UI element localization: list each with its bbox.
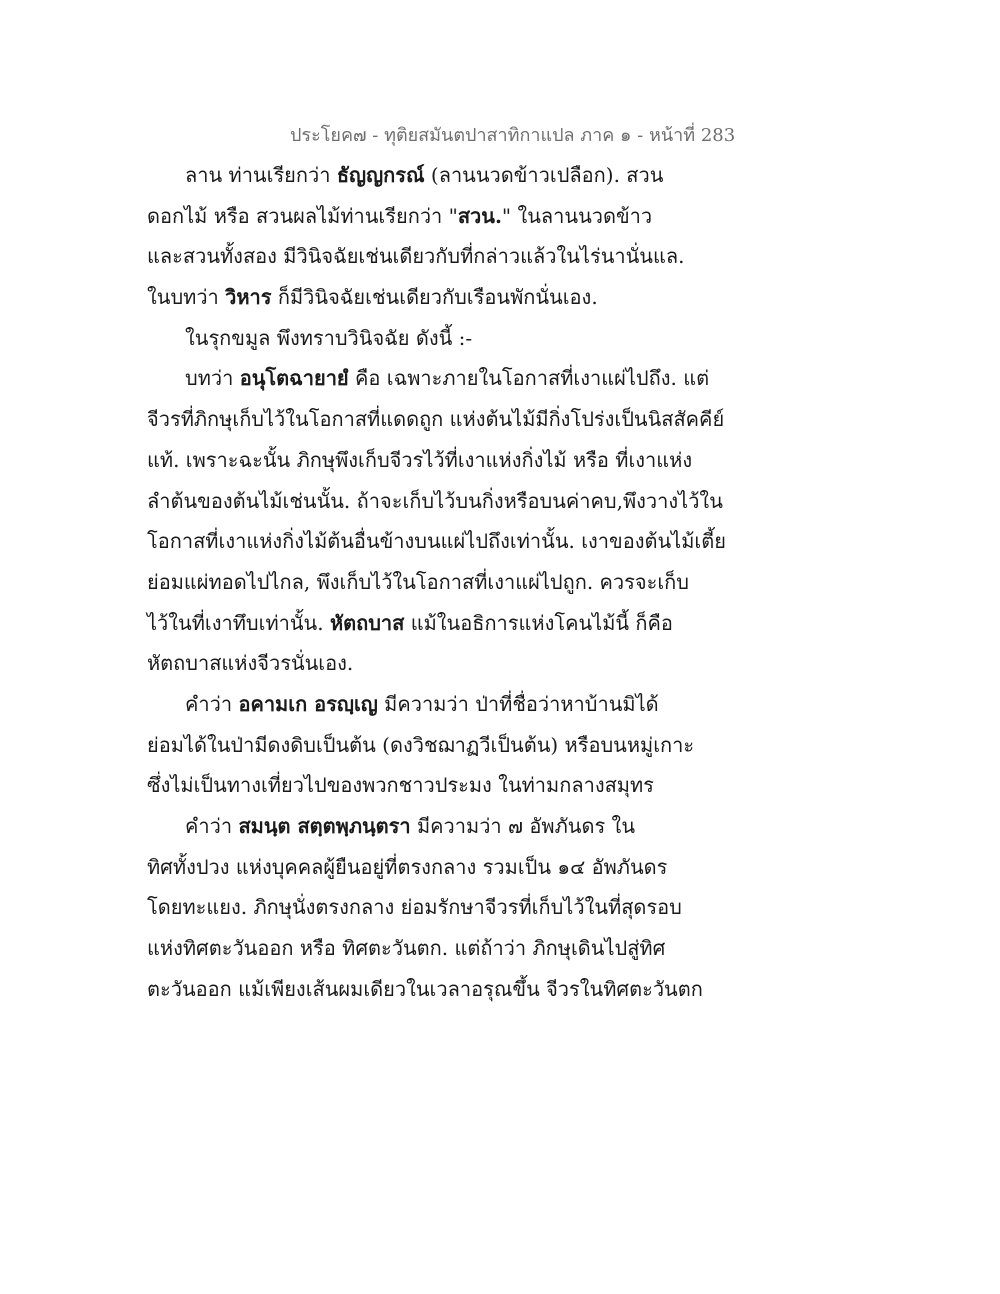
text-segment: ดอกไม้ หรือ สวนผลไม้ท่านเรียกว่า " xyxy=(147,203,458,228)
bold-term: อนุโตฉายายํ xyxy=(239,366,349,391)
text-segment: ลำต้นของต้นไม้เช่นนั้น. ถ้าจะเก็บไว้บนกิ่งหรือบนค่าคบ,พึงวางไว้ใน xyxy=(147,488,723,513)
text-line xyxy=(147,277,707,318)
bold-term: วิหาร xyxy=(225,285,272,310)
bold-term: สมนฺต สตฺตพฺภนฺตรา xyxy=(238,814,411,838)
text-line xyxy=(147,603,707,644)
text-segment: ซึ่งไม่เป็นทางเที่ยวไปของพวกชาวประมง ในท่ามกลางสมุทร xyxy=(147,773,654,798)
text-line xyxy=(147,481,723,522)
bold-term: ธัญญกรณ์ xyxy=(336,163,425,187)
text-segment: ในรุกขมูล พึงทราบวินิจฉัย ดังนี้ :- xyxy=(185,325,473,350)
text-segment: แม้ในอธิการแห่งโคนไม้นี้ ก็คือ xyxy=(404,610,673,635)
text-line xyxy=(147,521,726,562)
text-line xyxy=(147,440,707,481)
text-segment: ตะวันออก แม้เพียงเส้นผมเดียวในเวลาอรุณขึ้น จีวรในทิศตะวันตก xyxy=(147,976,703,1001)
text-segment: คำว่า xyxy=(185,814,239,838)
text-line xyxy=(147,196,707,237)
text-segment: " ในลานนวดข้าว xyxy=(501,203,653,228)
text-line xyxy=(147,399,725,440)
text-segment: หัตถบาสแห่งจีวรนั่นเอง. xyxy=(147,651,354,676)
text-segment: (ลานนวดข้าวเปลือก). สวน xyxy=(424,163,664,187)
text-line xyxy=(147,765,707,806)
running-header: ประโยค๗ - ทุติยสมันตปาสาทิกาแปล ภาค ๑ - หน้าที่ 283 xyxy=(290,125,736,146)
paragraph xyxy=(147,318,707,359)
text-line xyxy=(147,358,710,399)
text-line xyxy=(147,928,707,969)
body-text xyxy=(147,155,726,1009)
paragraph xyxy=(147,684,707,806)
text-segment: บทว่า xyxy=(185,366,240,391)
text-segment: มีความว่า ๗ อัพภันดร ใน xyxy=(410,814,635,838)
text-segment: ทิศทั้งปวง แห่งบุคคลผู้ยืนอยู่ที่ตรงกลาง รวมเป็น ๑๔ อัพภันดร xyxy=(147,854,668,879)
bold-term: สวน. xyxy=(457,203,502,228)
text-segment: แท้. เพราะฉะนั้น ภิกษุพึงเก็บจีวรไว้ที่เงาแห่งกิ่งไม้ หรือ ที่เงาแห่ง xyxy=(147,447,693,472)
text-segment: ก็มีวินิจฉัยเช่นเดียวกับเรือนพักนั่นเอง. xyxy=(271,285,598,310)
text-segment: และสวนทั้งสอง มีวินิจฉัยเช่นเดียวกับที่กล่าวแล้วในไร่นานั่นแล. xyxy=(147,244,685,269)
text-line xyxy=(147,806,707,847)
text-segment: ไว้ในที่เงาทึบเท่านั้น. xyxy=(147,610,330,635)
text-line xyxy=(147,318,707,359)
text-line xyxy=(147,969,707,1010)
text-segment: แห่งทิศตะวันออก หรือ ทิศตะวันตก. แต่ถ้าว่า ภิกษุเดินไปสู่ทิศ xyxy=(147,936,666,961)
text-segment: ในบทว่า xyxy=(147,285,226,310)
text-line xyxy=(147,155,707,196)
text-segment: โอกาสที่เงาแห่งกิ่งไม้ต้นอื่นข้างบนแผ่ไปถึงเท่านั้น. เงาของต้นไม้เตี้ย xyxy=(147,529,726,554)
text-line xyxy=(147,562,707,603)
text-line xyxy=(147,236,707,277)
text-segment: มีความว่า ป่าที่ชื่อว่าหาบ้านมิได้ xyxy=(377,691,659,716)
text-segment: ลาน ท่านเรียกว่า xyxy=(185,163,337,187)
paragraph xyxy=(147,358,726,684)
text-line xyxy=(147,643,707,684)
bold-term: อคามเก อรญฺเญ xyxy=(238,691,378,716)
paragraph xyxy=(147,155,707,318)
text-segment: คำว่า xyxy=(185,691,239,716)
text-line xyxy=(147,725,707,766)
text-segment: ย่อมได้ในป่ามีดงดิบเป็นต้น (ดงวิชฌาฏวีเป็นต้น) หรือบนหมู่เกาะ xyxy=(147,732,695,757)
text-segment: คือ เฉพาะภายในโอกาสที่เงาแผ่ไปถึง. แต่ xyxy=(348,366,710,391)
text-line xyxy=(147,847,707,888)
text-segment: ย่อมแผ่ทอดไปไกล, พึงเก็บไว้ในโอกาสที่เงาแผ่ไปถูก. ควรจะเก็บ xyxy=(147,569,689,594)
paragraph xyxy=(147,806,707,1009)
text-segment: จีวรที่ภิกษุเก็บไว้ในโอกาสที่แดดถูก แห่งต้นไม้มีกิ่งโปร่งเป็นนิสสัคคีย์ xyxy=(147,407,725,432)
text-line xyxy=(147,684,707,725)
text-line xyxy=(147,887,707,928)
bold-term: หัตถบาส xyxy=(329,610,405,635)
text-segment: โดยทะแยง. ภิกษุนั่งตรงกลาง ย่อมรักษาจีวรที่เก็บไว้ในที่สุดรอบ xyxy=(147,895,682,920)
